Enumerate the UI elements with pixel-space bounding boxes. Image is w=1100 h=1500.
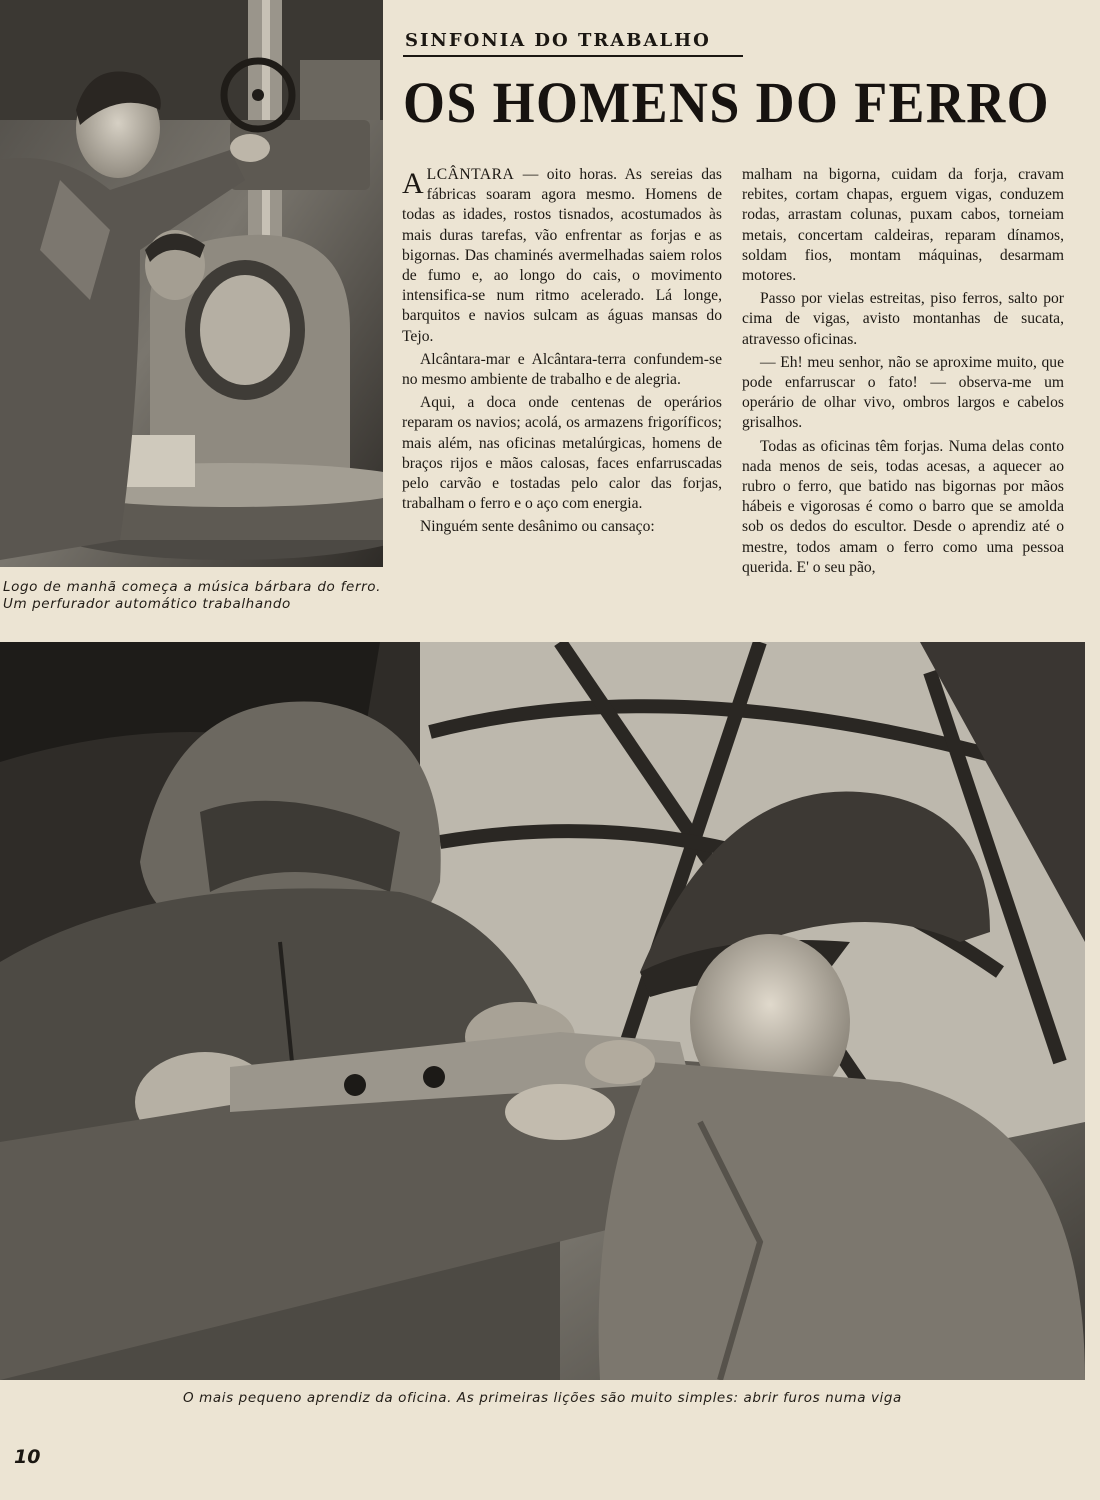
article-column-1 <box>402 165 722 541</box>
paragraph-2: Alcântara-mar e Alcântara-terra confundem-se no mesmo ambiente de trabalho e de alegria. <box>402 350 722 389</box>
paragraph-8: Todas as oficinas têm forjas. Numa delas conto nada menos de seis, todas acesas, a aquecer ao rubro o ferro, que batido nas bigornas por mãos hábeis e vigorosas é como o barro que se amolda sob os dedos do escultor. Desde o aprendiz até o mestre, todos amam o ferro como uma pessoa querida. E' o seu pão, <box>742 437 1064 576</box>
paragraph-1 <box>402 165 722 347</box>
section-kicker: SINFONIA DO TRABALHO <box>405 30 711 51</box>
paragraph-3: Aqui, a doca onde centenas de operários reparam os navios; acolá, os armazens frigoríficos; mais além, nas oficinas metalúrgicas, homens de braços rijos e mãos calosas, faces enfarruscadas pelo carvão e tostadas pelo calor das forjas, trabalham o ferro e o aço com energia. <box>402 394 722 513</box>
paragraph-1-text: — oito horas. As sereias das fábricas soaram agora mesmo. Homens de todas as idades, rostos tisnados, acostumados às mais duras tarefas, vão enfrentar as forjas e as bigornas. Das chaminés avermelhadas saiem rolos de fumo e, ao longo do cais, o movimento intensifica-se num ritmo acelerado. Lá longe, barquitos e navios sulcam as águas mansas do Tejo. <box>402 166 722 345</box>
kicker-rule <box>403 55 743 57</box>
opening-caps: LCÂNTARA <box>426 166 515 183</box>
paragraph-4: Ninguém sente desânimo ou cansaço: <box>420 518 655 536</box>
bottom-photo-caption: O mais pequeno aprendiz da oficina. As primeiras lições são muito simples: abrir furos numa viga <box>183 1390 902 1406</box>
top-photo-caption: Logo de manhã começa a música bárbara do ferro. Um perfurador automático trabalhando <box>3 579 381 612</box>
page-number: 10 <box>14 1446 41 1468</box>
article-headline: OS HOMENS DO FERRO <box>403 70 1050 135</box>
paragraph-7: — Eh! meu senhor, não se aproxime muito, que pode enfarruscar o fato! — observa-me um operário de olhar vivo, ombros largos e cabelos grisalhos. <box>742 353 1064 432</box>
article-column-2 <box>742 165 1064 581</box>
apprentice-photo <box>0 642 1085 1380</box>
drop-cap: A <box>402 167 424 200</box>
paragraph-6: Passo por vielas estreitas, piso ferros, salto por cima de vigas, avisto montanhas de sucata, atravesso oficinas. <box>742 290 1064 348</box>
drill-worker-photo <box>0 0 383 567</box>
paragraph-5: malham na bigorna, cuidam da forja, cravam rebites, cortam chapas, erguem vigas, conduzem rodas, arrastam colunas, puxam cabos, torneiam metais, concertam caldeiras, reparam dínamos, soldam fios, montam máquinas, desarmam motores. <box>742 166 1064 285</box>
